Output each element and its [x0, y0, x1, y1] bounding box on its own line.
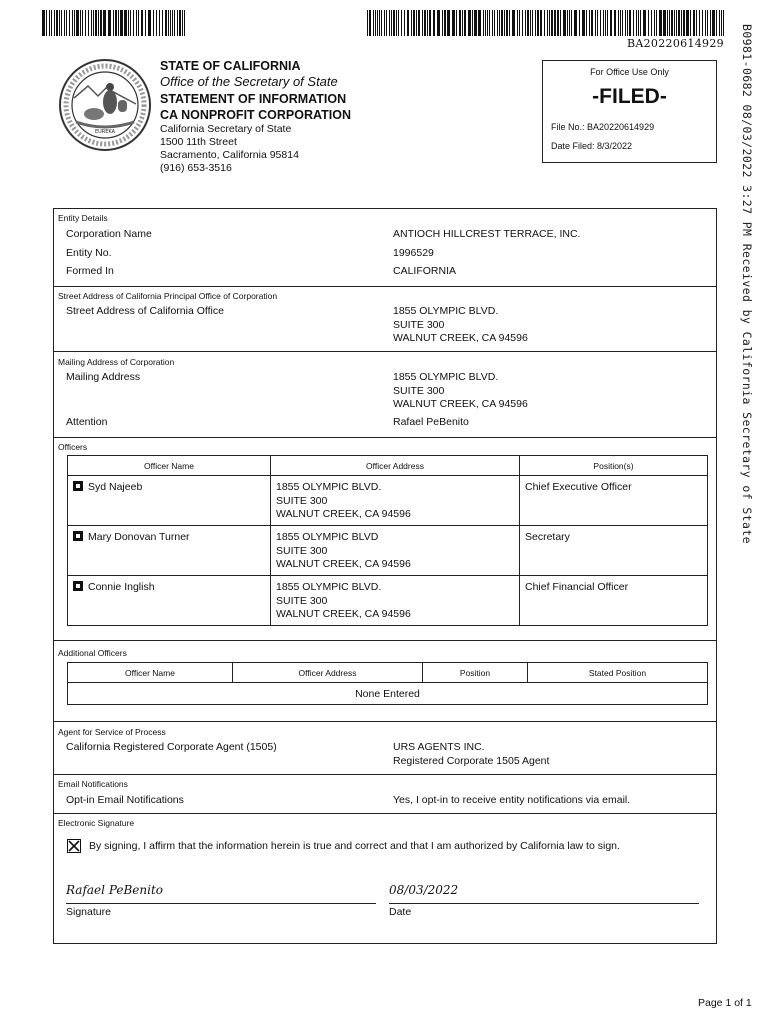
- officer-name: Syd Najeeb: [88, 481, 143, 493]
- received-stamp: B0981-0682 08/03/2022 3:27 PM Received by California Secretary of State: [740, 24, 754, 544]
- officer-name: Connie Inglish: [88, 581, 155, 593]
- officer-address-cell: [271, 576, 520, 626]
- section-officers: Officers: [58, 442, 88, 452]
- barcode-left: [42, 10, 186, 36]
- affirm-checkbox[interactable]: [67, 839, 81, 853]
- address-line: SUITE 300: [276, 544, 328, 557]
- divider: [54, 640, 716, 641]
- table-row: [68, 476, 708, 526]
- address-line: Sacramento, California 95814: [160, 149, 299, 161]
- address-line: 1500 11th Street: [160, 136, 237, 148]
- address-line: WALNUT CREEK, CA 94596: [393, 398, 528, 410]
- document-number: BA20220614929: [627, 37, 724, 50]
- officer-address-cell: [271, 526, 520, 576]
- date-label: Date: [389, 906, 412, 918]
- address-line: 1855 OLYMPIC BLVD.: [276, 581, 382, 593]
- table-header-row: [68, 663, 708, 683]
- officer-position: Secretary: [525, 531, 570, 543]
- signature-line: [66, 903, 376, 904]
- address-line: SUITE 300: [276, 494, 328, 507]
- form-title-line-1: STATEMENT OF INFORMATION: [160, 92, 347, 106]
- officer-position-cell: [520, 476, 708, 526]
- column-header: Position: [423, 663, 528, 683]
- divider: [54, 774, 716, 775]
- officer-position: Chief Executive Officer: [525, 481, 632, 493]
- office-title: Office of the Secretary of State: [160, 74, 338, 89]
- section-mailing-address: Mailing Address of Corporation: [58, 357, 175, 367]
- section-email: Email Notifications: [58, 779, 128, 789]
- officer-name: Mary Donovan Turner: [88, 531, 190, 543]
- corporation-name-label: Corporation Name: [66, 228, 152, 240]
- officer-name-cell: [68, 526, 271, 576]
- svg-text:EUREKA: EUREKA: [94, 129, 116, 135]
- section-principal-office: Street Address of California Principal Office of Corporation: [58, 291, 278, 301]
- section-additional-officers: Additional Officers: [58, 648, 127, 658]
- formed-in-value: CALIFORNIA: [393, 265, 457, 277]
- mailing-address-label: Mailing Address: [66, 371, 141, 383]
- bullet-icon: [73, 481, 83, 491]
- address-line: SUITE 300: [393, 384, 445, 397]
- office-use-title: For Office Use Only: [590, 67, 669, 77]
- affirm-text: By signing, I affirm that the information herein is true and correct and that I am authorized by California law to sign.: [89, 840, 620, 852]
- mailing-address-value: [393, 371, 528, 412]
- address-line: California Secretary of State: [160, 123, 292, 135]
- email-optin-label: Opt-in Email Notifications: [66, 794, 184, 806]
- address-line: 1855 OLYMPIC BLVD: [276, 531, 379, 543]
- checkmark-x-icon: [68, 840, 80, 852]
- agent-value: [393, 741, 549, 768]
- officer-name-cell: [68, 476, 271, 526]
- form-title: [160, 91, 351, 123]
- file-number: File No.: BA20220614929: [551, 122, 655, 132]
- divider: [54, 286, 716, 287]
- additional-officers-table: [67, 662, 708, 705]
- entity-number-value: 1996529: [393, 247, 434, 259]
- column-header: Officer Name: [68, 663, 233, 683]
- agent-name: URS AGENTS INC.: [393, 741, 485, 753]
- address-line: SUITE 300: [276, 594, 328, 607]
- date-filed: Date Filed: 8/3/2022: [551, 141, 633, 151]
- none-entered: None Entered: [68, 683, 708, 705]
- email-optin-value: Yes, I opt-in to receive entity notifications via email.: [393, 794, 631, 806]
- form-title-line-2: CA NONPROFIT CORPORATION: [160, 108, 351, 122]
- table-row: [68, 526, 708, 576]
- column-header: Stated Position: [528, 663, 708, 683]
- officers-table: [67, 455, 708, 626]
- statement-form: [53, 208, 717, 944]
- table-row: [68, 683, 708, 705]
- signature-label: Signature: [66, 906, 111, 918]
- divider: [54, 721, 716, 722]
- entity-number-label: Entity No.: [66, 247, 112, 259]
- agent-label: California Registered Corporate Agent (1505): [66, 741, 277, 753]
- bullet-icon: [73, 531, 83, 541]
- signature-value: Rafael PeBenito: [66, 883, 163, 897]
- address-line: WALNUT CREEK, CA 94596: [276, 508, 411, 520]
- office-use-box: [542, 60, 717, 163]
- formed-in-label: Formed In: [66, 265, 114, 277]
- address-line: WALNUT CREEK, CA 94596: [276, 558, 411, 570]
- officer-position: Chief Financial Officer: [525, 581, 629, 593]
- officer-address-cell: [271, 476, 520, 526]
- address-line: 1855 OLYMPIC BLVD.: [393, 305, 499, 317]
- address-line: SUITE 300: [393, 318, 445, 331]
- section-agent: Agent for Service of Process: [58, 727, 166, 737]
- column-header: Officer Address: [271, 456, 520, 476]
- column-header: Officer Address: [233, 663, 423, 683]
- address-line: WALNUT CREEK, CA 94596: [393, 332, 528, 344]
- filed-status: -FILED-: [592, 85, 667, 108]
- divider: [54, 437, 716, 438]
- table-header-row: [68, 456, 708, 476]
- officer-name-cell: [68, 576, 271, 626]
- address-line: (916) 653-3516: [160, 162, 232, 174]
- attention-value: Rafael PeBenito: [393, 416, 469, 428]
- date-line: [389, 903, 699, 904]
- officer-position-cell: [520, 526, 708, 576]
- section-electronic-signature: Electronic Signature: [58, 818, 135, 828]
- state-title: STATE OF CALIFORNIA: [160, 59, 301, 73]
- bullet-icon: [73, 581, 83, 591]
- divider: [54, 813, 716, 814]
- date-value: 08/03/2022: [389, 883, 459, 897]
- address-line: WALNUT CREEK, CA 94596: [276, 608, 411, 620]
- office-address: [160, 123, 299, 175]
- corporation-name-value: ANTIOCH HILLCREST TERRACE, INC.: [393, 228, 581, 240]
- column-header: Position(s): [520, 456, 708, 476]
- page-number: Page 1 of 1: [698, 997, 752, 1009]
- barcode-right: [367, 10, 724, 36]
- address-line: 1855 OLYMPIC BLVD.: [276, 481, 382, 493]
- agent-type: Registered Corporate 1505 Agent: [393, 754, 550, 767]
- california-great-seal-icon: [58, 58, 152, 152]
- officer-position-cell: [520, 576, 708, 626]
- column-header: Officer Name: [68, 456, 271, 476]
- table-row: [68, 576, 708, 626]
- address-line: 1855 OLYMPIC BLVD.: [393, 371, 499, 383]
- principal-office-address: [393, 305, 528, 346]
- section-entity-details: Entity Details: [58, 213, 108, 223]
- divider: [54, 351, 716, 352]
- attention-label: Attention: [66, 416, 108, 428]
- principal-office-label: Street Address of California Office: [66, 305, 224, 317]
